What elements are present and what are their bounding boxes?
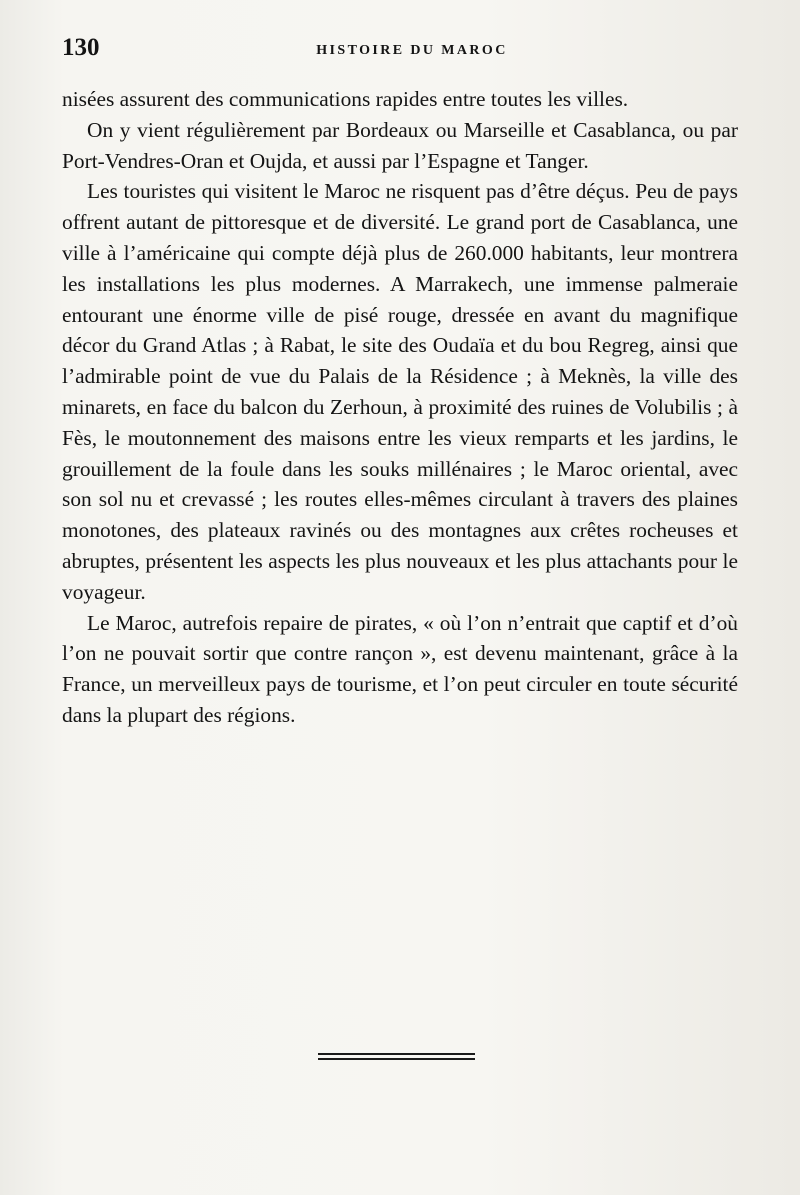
paragraph-2: On y vient régulièrement par Bordeaux ou Marseille et Casablanca, ou par Port-Vendres-Oran et Oujda, et aussi par l’Espagne et Tanger. [62, 117, 738, 173]
paragraph-1: nisées assurent des communications rapides entre toutes les villes. [62, 87, 629, 111]
page-header [62, 34, 742, 66]
paragraph-3: Les touristes qui visitent le Maroc ne risquent pas d’être déçus. Peu de pays offrent autant de pittoresque et de diversité. Le grand port de Casablanca, une ville à l’américaine qui compte déjà plus de 260.000 habitants, leur montrera les installations les plus modernes. A Marrakech, une immense palmeraie entourant une énorme ville de pisé rouge, dressée en avant du magnifique décor du Grand Atlas ; à Rabat, le site des Oudaïa et du bou Regreg, ainsi que l’admirable point de vue du Palais de la Résidence ; à Meknès, la ville des minarets, en face du balcon du Zerhoun, à proximité des ruines de Volubilis ; à Fès, le moutonnement des maisons entre les vieux remparts et les jardins, le grouillement de la foule dans les souks millénaires ; le Maroc oriental, avec son sol nu et crevassé ; les routes elles-mêmes circulant à travers des plaines monotones, des plateaux ravinés ou des montagnes aux crêtes rocheuses et abruptes, présentent les aspects les plus nouveaux et les plus attachants pour le voyageur. [62, 179, 738, 604]
ornament-rule-top [318, 1053, 475, 1055]
ornament-rule-bottom [318, 1058, 475, 1060]
page-number: 130 [62, 34, 100, 61]
end-ornament-double-rule [318, 1053, 475, 1060]
running-title: HISTOIRE DU MAROC [316, 43, 508, 58]
paragraph-4: Le Maroc, autrefois repaire de pirates, « où l’on n’entrait que captif et d’où l’on ne pouvait sortir que contre rançon », est devenu maintenant, grâce à la France, un merveilleux pays de tourisme, et l’on peut circuler en toute sécurité dans la plupart des régions. [62, 610, 738, 727]
body-text [62, 84, 738, 731]
